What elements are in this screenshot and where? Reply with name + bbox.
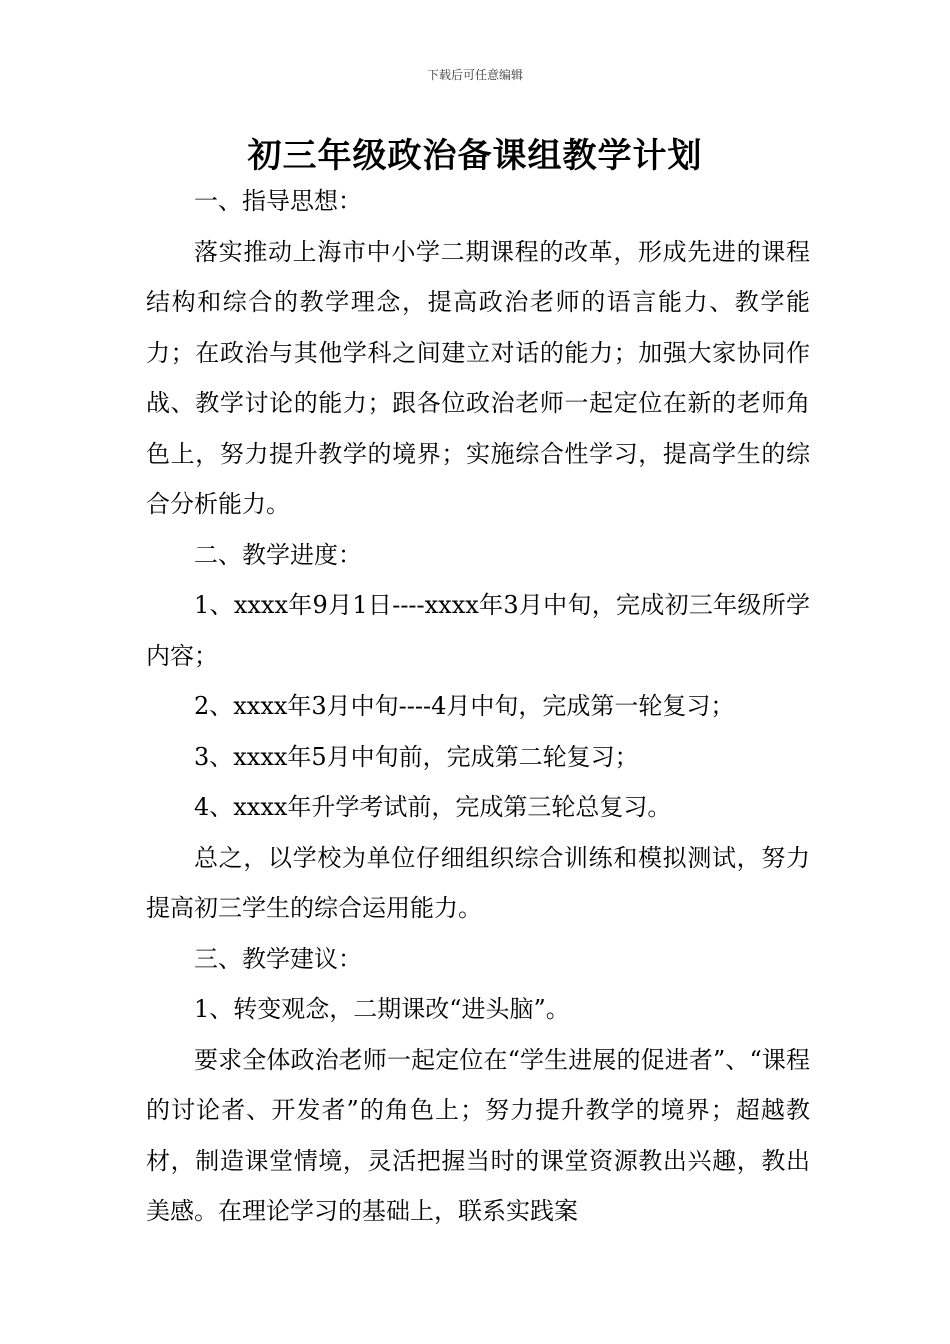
progress-item-1: 1、xxxx年9月1日----xxxx年3月中旬，完成初三年级所学内容；: [146, 591, 810, 670]
paragraph-guiding-ideology: 落实推动上海市中小学二期课程的改革，形成先进的课程结构和综合的教学理念，提高政治老师的语言能力、教学能力；在政治与其他学科之间建立对话的能力；加强大家协同作战、教学讨论的能力；跟各位政治老师一起定位在新的老师角色上，努力提升教学的境界；实施综合性学习，提高学生的综合分析能力。: [146, 237, 810, 518]
progress-item-4: 4、xxxx年升学考试前，完成第三轮总复习。: [194, 793, 672, 821]
progress-item-2: 2、xxxx年3月中旬----4月中旬，完成第一轮复习；: [194, 692, 735, 720]
section-heading-teaching-suggestions: 三、教学建议：: [194, 944, 362, 973]
suggestion-item-1: 1、转变观念，二期课改“进头脑”。: [194, 995, 570, 1023]
section-heading-teaching-progress: 二、教学进度：: [194, 540, 362, 569]
paragraph-suggestion-detail: 要求全体政治老师一起定位在“学生进展的促进者”、“课程的讨论者、开发者”的角色上；努力提升教学的境界；超越教材，制造课堂情境，灵活把握当时的课堂资源教出兴趣，教出美感。在理论学习的基础上，联系实践案: [146, 1045, 810, 1225]
section-heading-guiding-ideology: 一、指导思想：: [194, 187, 362, 215]
page-header-note: 下载后可任意编辑: [426, 68, 523, 82]
document-title: 初三年级政治备课组教学计划: [247, 136, 703, 176]
paragraph-summary: 总之，以学校为单位仔细组织综合训练和模拟测试，努力提高初三学生的综合运用能力。: [146, 843, 810, 922]
progress-item-3: 3、xxxx年5月中旬前，完成第二轮复习；: [194, 742, 639, 771]
document-body: [146, 176, 810, 1237]
